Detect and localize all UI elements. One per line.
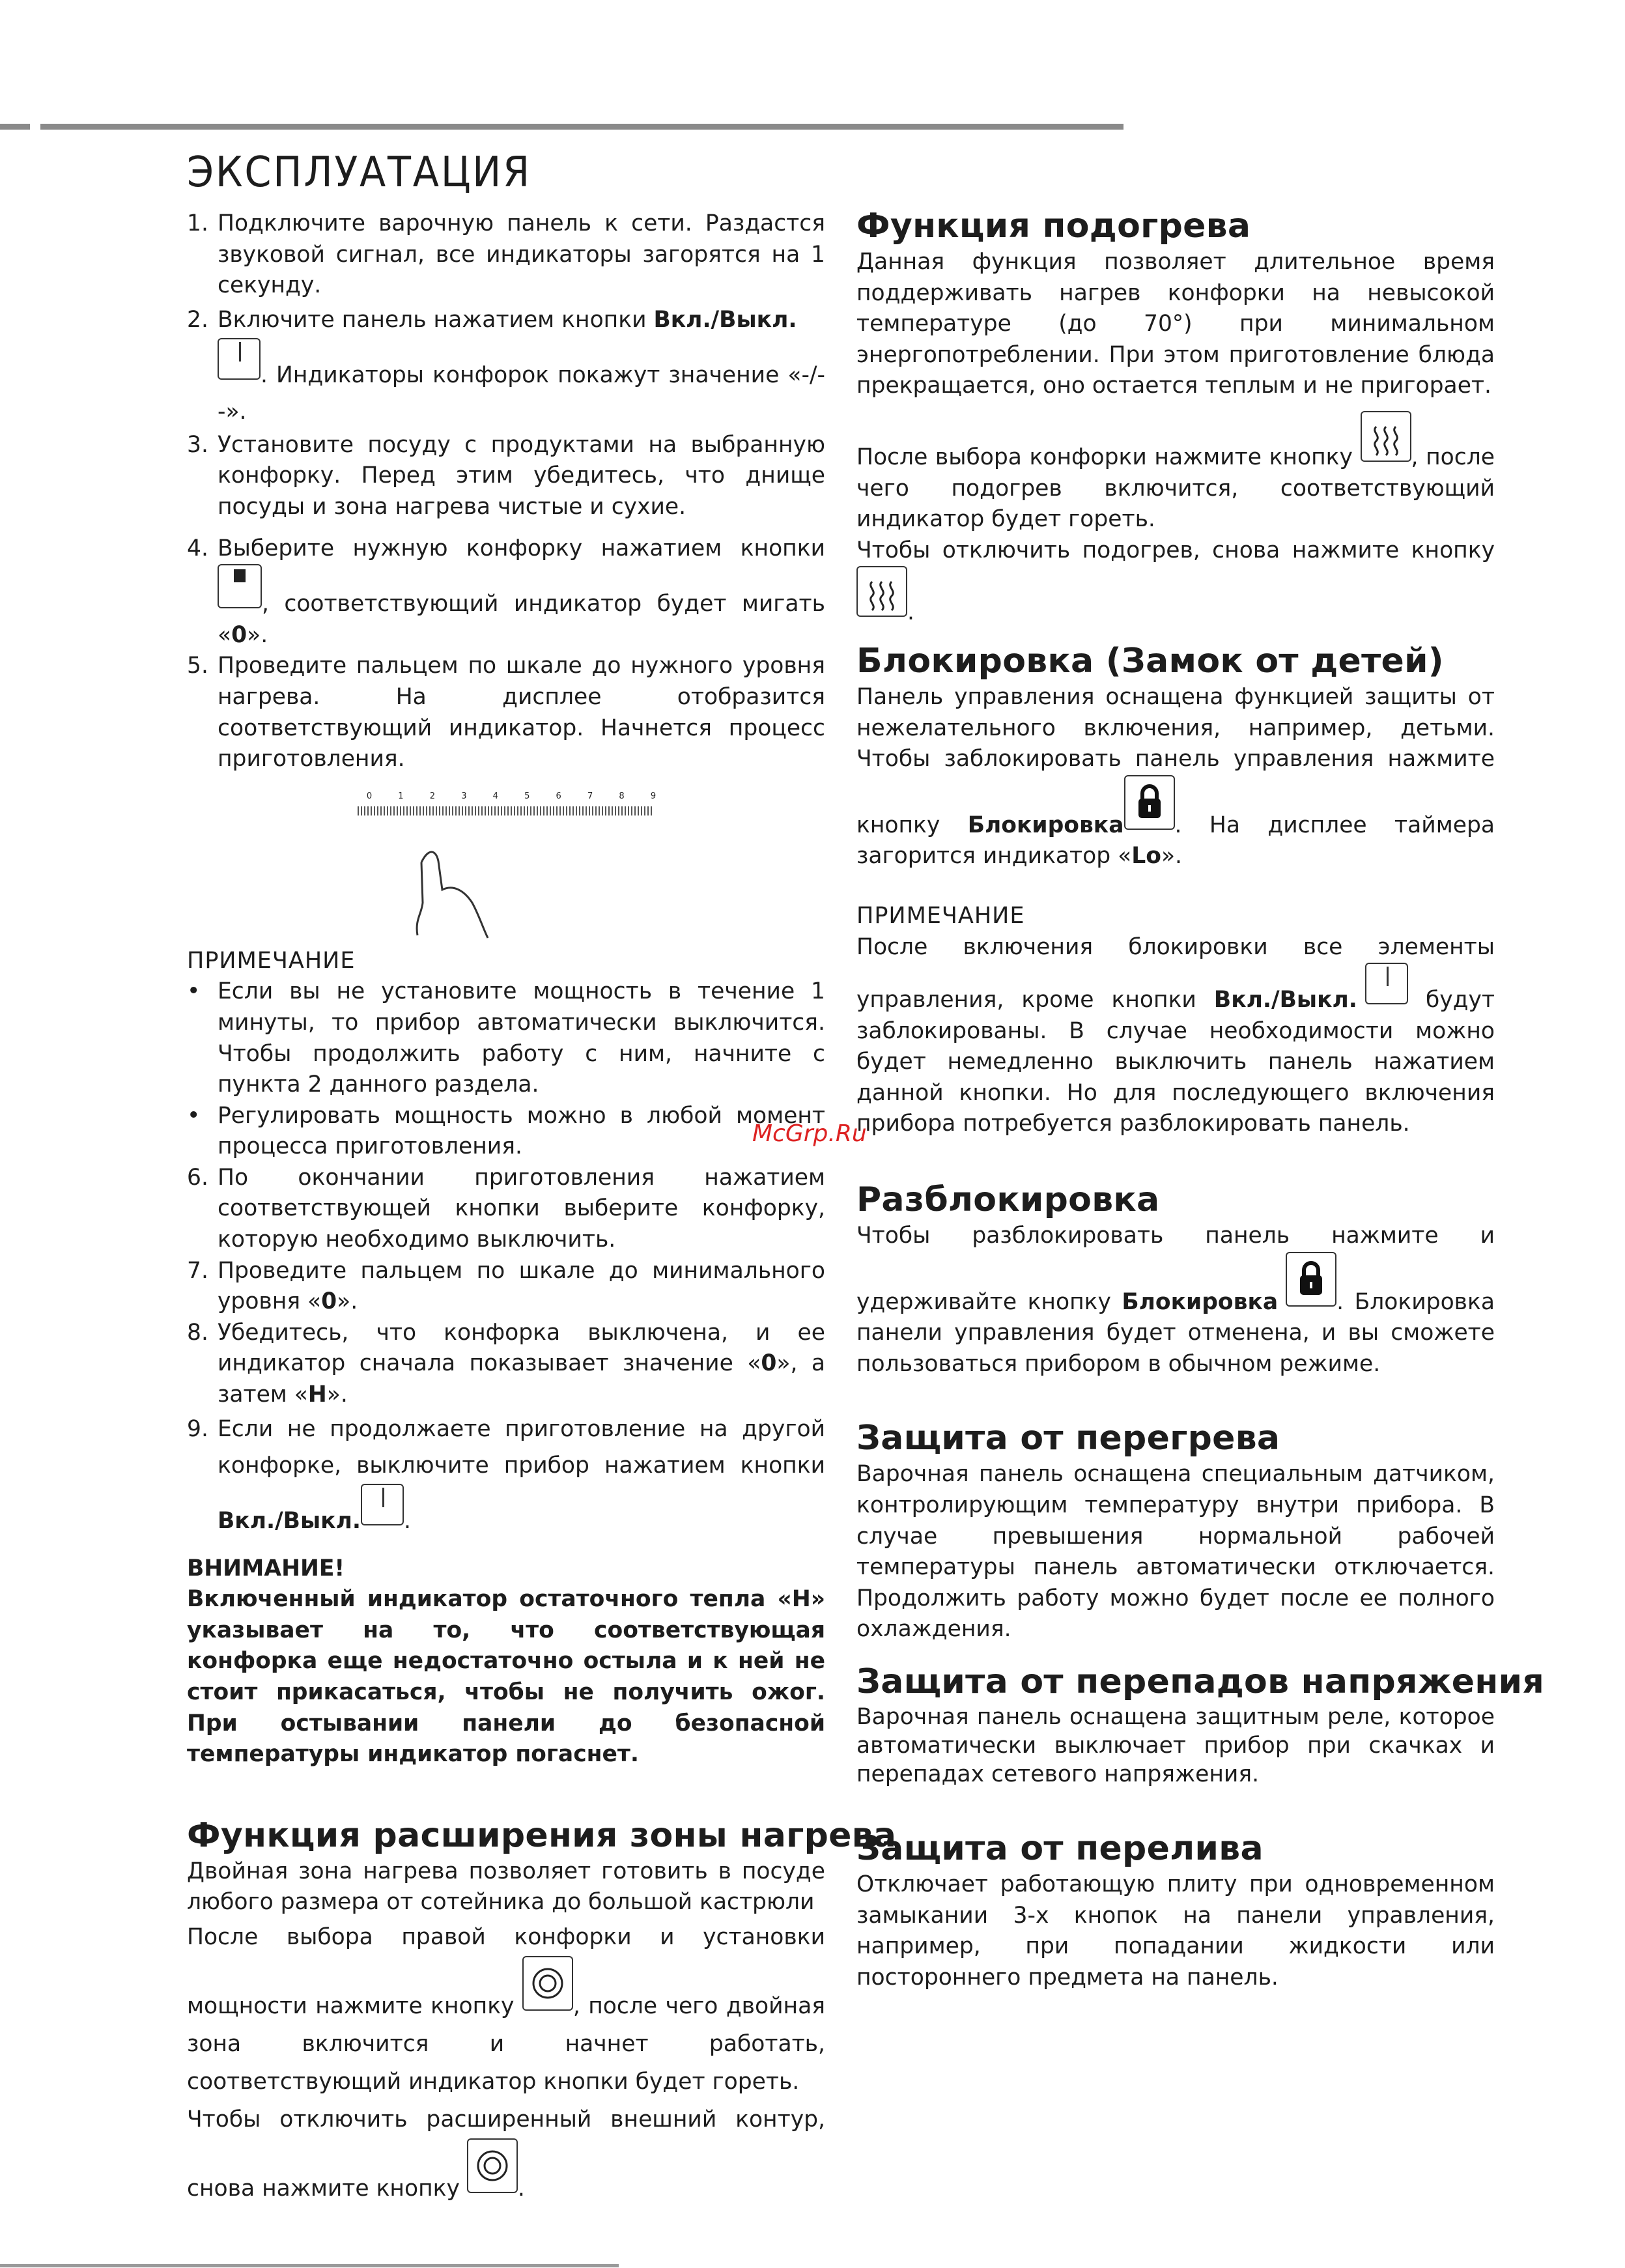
lock-p1: Панель управления оснащена функцией защиты от нежелательного включения, например, детьми. Чтобы заблокировать панель управления нажмите кнопку Блокировка . На дисплее таймера загорится индикатор «Lo». (856, 683, 1495, 870)
header-rule-short (0, 124, 30, 130)
scale-tick (426, 806, 427, 815)
overheat-p: Варочная панель оснащена специальным датчиком, контролирующим температуру внутри прибора. В случае превышения нормальной рабочей температуры панель автоматически отключается. Продолжить работу можно будет после ее полного охлаждения. (856, 1461, 1495, 1643)
scale-tick (361, 806, 362, 815)
scale-tick (569, 806, 571, 815)
scale-ticks (358, 806, 652, 815)
scale-tick (628, 806, 629, 815)
scale-tick (384, 806, 385, 815)
scale-tick (556, 806, 558, 815)
scale-label: 2 (429, 791, 436, 801)
scale-tick (582, 806, 584, 815)
scale-tick (563, 806, 564, 815)
scale-tick (579, 806, 580, 815)
scale-tick (485, 806, 486, 815)
scale-tick (504, 806, 505, 815)
scale-tick (527, 806, 528, 815)
lock-icon (1286, 1252, 1336, 1307)
warning-title: ВНИМАНИЕ! (187, 1555, 345, 1581)
scale-labels (367, 791, 656, 801)
scale-tick (481, 806, 483, 815)
scale-tick (631, 806, 632, 815)
scale-label: 9 (650, 791, 657, 801)
scale-tick (416, 806, 417, 815)
scale-tick (625, 806, 626, 815)
scale-tick (406, 806, 408, 815)
scale-tick (651, 806, 652, 815)
scale-tick (517, 806, 518, 815)
scale-tick (586, 806, 587, 815)
scale-tick (638, 806, 639, 815)
scale-tick (634, 806, 636, 815)
scale-tick (559, 806, 561, 815)
unlock-p: Чтобы разблокировать панель нажмите и удерживайте кнопку Блокировка . Блокировка панели управления будет отменена, и вы сможете пользоваться прибором в обычном режиме. (856, 1223, 1495, 1377)
scale-tick (572, 806, 574, 815)
warm-p2: После выбора конфорки нажмите кнопку , после чего подогрев включится, соответствующий индикатор будет гореть. (856, 411, 1495, 535)
scale-tick (595, 806, 597, 815)
scale-tick (459, 806, 460, 815)
lock-note-title: ПРИМЕЧАНИЕ (856, 902, 1025, 929)
scale-tick (533, 806, 535, 815)
scale-label: 8 (619, 791, 625, 801)
scale-tick (442, 806, 444, 815)
scale-tick (501, 806, 502, 815)
scale-tick (621, 806, 623, 815)
right-column (856, 205, 1545, 1993)
scale-tick (358, 806, 359, 815)
scale-tick (520, 806, 522, 815)
scale-label: 3 (461, 791, 467, 801)
voltage-p: Варочная панель оснащена защитным реле, которое автоматически выключает прибор при скачках и перепадах сетевого напряжения. (856, 1704, 1495, 1787)
scale-tick (413, 806, 414, 815)
scale-tick (612, 806, 613, 815)
scale-tick (400, 806, 401, 815)
scale-label: 0 (366, 791, 373, 801)
finger-slider-diagram (187, 787, 825, 950)
scale-label: 5 (524, 791, 530, 801)
scale-tick (540, 806, 541, 815)
scale-tick (393, 806, 395, 815)
scale-tick (507, 806, 509, 815)
scale-tick (553, 806, 554, 815)
scale-tick (439, 806, 440, 815)
finger-outline (417, 862, 423, 935)
scale-tick (436, 806, 437, 815)
double-zone-icon (522, 1956, 573, 2011)
scale-tick (524, 806, 525, 815)
note-bullet-2: • Регулировать мощность можно в любой момент процесса приготовления. (187, 1102, 825, 1160)
ext-zone-heading: Функция расширения зоны нагрева (187, 1815, 897, 1855)
warming-icon (856, 566, 907, 617)
step-8: 8. Убедитесь, что конфорка выключена, и ее индикатор сначала показывает значение «0», а затем «H». (187, 1319, 826, 1408)
scale-tick (403, 806, 404, 815)
unlock-heading: Разблокировка (856, 1180, 1160, 1220)
overflow-heading: Защита от перелива (856, 1829, 1264, 1868)
scale-label: 4 (492, 791, 498, 801)
scale-tick (543, 806, 544, 815)
step-9: 9. Если не продолжаете приготовление на другой конфорке, выключите прибор нажатием кнопки Вкл./Выкл. . (187, 1415, 825, 1534)
scale-label: 6 (556, 791, 561, 801)
ext-zone-p1: Двойная зона нагрева позволяет готовить в посуде любого размера от сотейника до большой кастрюли (187, 1858, 825, 1916)
ext-zone-p2: После выбора правой конфорки и установки мощности нажмите кнопку , после чего двойная зона включится и начнет работать, соответствующий индикатор кнопки будет гореть. (187, 1923, 825, 2095)
scale-label: 1 (398, 791, 404, 801)
scale-tick (615, 806, 616, 815)
scale-tick (605, 806, 606, 815)
left-column (187, 208, 897, 2207)
scale-tick (472, 806, 473, 815)
header-rule (40, 124, 1123, 130)
footer-rule (0, 2264, 619, 2267)
scale-label: 7 (587, 791, 593, 801)
warming-icon (1361, 411, 1411, 462)
scale-tick (462, 806, 463, 815)
scale-tick (599, 806, 600, 815)
voltage-heading: Защита от перепадов напряжения (856, 1662, 1545, 1701)
scale-tick (498, 806, 499, 815)
scale-tick (644, 806, 645, 815)
step-5: 5. Проведите пальцем по шкале до нужного уровня нагрева. На дисплее отобразится соответствующий индикатор. Начнется процесс приготовления. (187, 653, 825, 773)
step-3: 3. Установите посуду с продуктами на выбранную конфорку. Перед этим убедитесь, что днище посуды и зона нагрева чистые и сухие. (187, 431, 825, 520)
lock-icon (1124, 775, 1175, 830)
scale-tick (641, 806, 642, 815)
warm-p3: Чтобы отключить подогрев, снова нажмите кнопку . (856, 537, 1495, 626)
scale-tick (475, 806, 476, 815)
step-2: 2. Включите панель нажатием кнопки Вкл./Выкл. . Индикаторы конфорок покажут значение «-/--». (187, 306, 825, 425)
scale-tick (491, 806, 492, 815)
scale-tick (410, 806, 411, 815)
scale-tick (592, 806, 593, 815)
scale-tick (367, 806, 369, 815)
scale-tick (429, 806, 431, 815)
scale-tick (511, 806, 512, 815)
scale-tick (530, 806, 531, 815)
warning-text: Включенный индикатор остаточного тепла «H» указывает на то, что соответствующая конфорка еще недостаточно остыла и к ней не стоит прикасаться, чтобы не получить ожог. При остывании панели до безопасной температуры индикатор погаснет. (187, 1586, 825, 1768)
scale-tick (566, 806, 567, 815)
scale-tick (452, 806, 453, 815)
overheat-heading: Защита от перегрева (856, 1419, 1280, 1458)
scale-tick (364, 806, 365, 815)
scale-tick (455, 806, 457, 815)
scale-tick (488, 806, 489, 815)
scale-tick (449, 806, 450, 815)
note-title: ПРИМЕЧАНИЕ (187, 947, 356, 974)
scale-tick (423, 806, 424, 815)
warm-heading: Функция подогрева (856, 206, 1251, 246)
lock-note: После включения блокировки все элементы управления, кроме кнопки Вкл./Выкл. будут заблокированы. В случае необходимости можно будет немедленно выключить панель нажатием данной кнопки. Но для последующего включения прибора потребуется разблокировать панель. (856, 933, 1495, 1137)
scale-tick (432, 806, 434, 815)
step-7: 7. Проведите пальцем по шкале до минимального уровня «0». (187, 1257, 825, 1315)
power-button-icon (218, 338, 261, 380)
scale-tick (618, 806, 619, 815)
finger-icon (421, 852, 488, 938)
step-6: 6. По окончании приготовления нажатием соответствующей кнопки выберите конфорку, которую необходимо выключить. (187, 1164, 825, 1253)
scale-tick (468, 806, 470, 815)
scale-tick (465, 806, 466, 815)
scale-tick (371, 806, 372, 815)
scale-tick (397, 806, 398, 815)
warm-p1: Данная функция позволяет длительное время поддерживать нагрев конфорки на невысокой температуре (до 70°) при минимальном энергопотреблении. При этом приготовление блюда прекращается, оно остается теплым и не пригорает. (856, 249, 1495, 399)
scale-tick (478, 806, 479, 815)
step-4: 4. Выберите нужную конфорку нажатием кнопки , соответствующий индикатор будет мигать «0». (187, 535, 825, 648)
double-zone-icon (467, 2138, 518, 2193)
zone-select-icon (218, 564, 262, 608)
scale-tick (589, 806, 590, 815)
scale-tick (374, 806, 375, 815)
scale-tick (550, 806, 551, 815)
watermark: McGrp.Ru (752, 1120, 867, 1147)
overflow-p: Отключает работающую плиту при одновременном замыкании 3-х кнопок на панели управления, например, при попадании жидкости или постороннего предмета на панель. (856, 1871, 1495, 1991)
scale-tick (380, 806, 382, 815)
scale-tick (608, 806, 610, 815)
ext-zone-p3: Чтобы отключить расширенный внешний контур, снова нажмите кнопку . (187, 2106, 825, 2202)
scale-tick (514, 806, 515, 815)
slider-illustration (187, 787, 825, 950)
scale-tick (445, 806, 447, 815)
step-1: 1. Подключите варочную панель к сети. Раздастся звуковой сигнал, все индикаторы загорятся на 1 секунду. (187, 210, 825, 299)
scale-tick (602, 806, 603, 815)
power-button-icon (1365, 963, 1408, 1004)
note-bullet-1: • Если вы не установите мощность в течение 1 минуты, то прибор автоматически выключится. Чтобы продолжить работу с ним, начните с пункта 2 данного раздела. (187, 978, 825, 1098)
lock-heading: Блокировка (Замок от детей) (856, 641, 1444, 681)
scale-tick (576, 806, 577, 815)
page-title: ЭКСПЛУАТАЦИЯ (187, 149, 531, 197)
scale-tick (419, 806, 421, 815)
scale-tick (647, 806, 649, 815)
scale-tick (390, 806, 391, 815)
scale-tick (494, 806, 496, 815)
scale-tick (377, 806, 378, 815)
power-button-icon (361, 1484, 404, 1525)
scale-tick (546, 806, 548, 815)
scale-tick (387, 806, 388, 815)
scale-tick (537, 806, 538, 815)
